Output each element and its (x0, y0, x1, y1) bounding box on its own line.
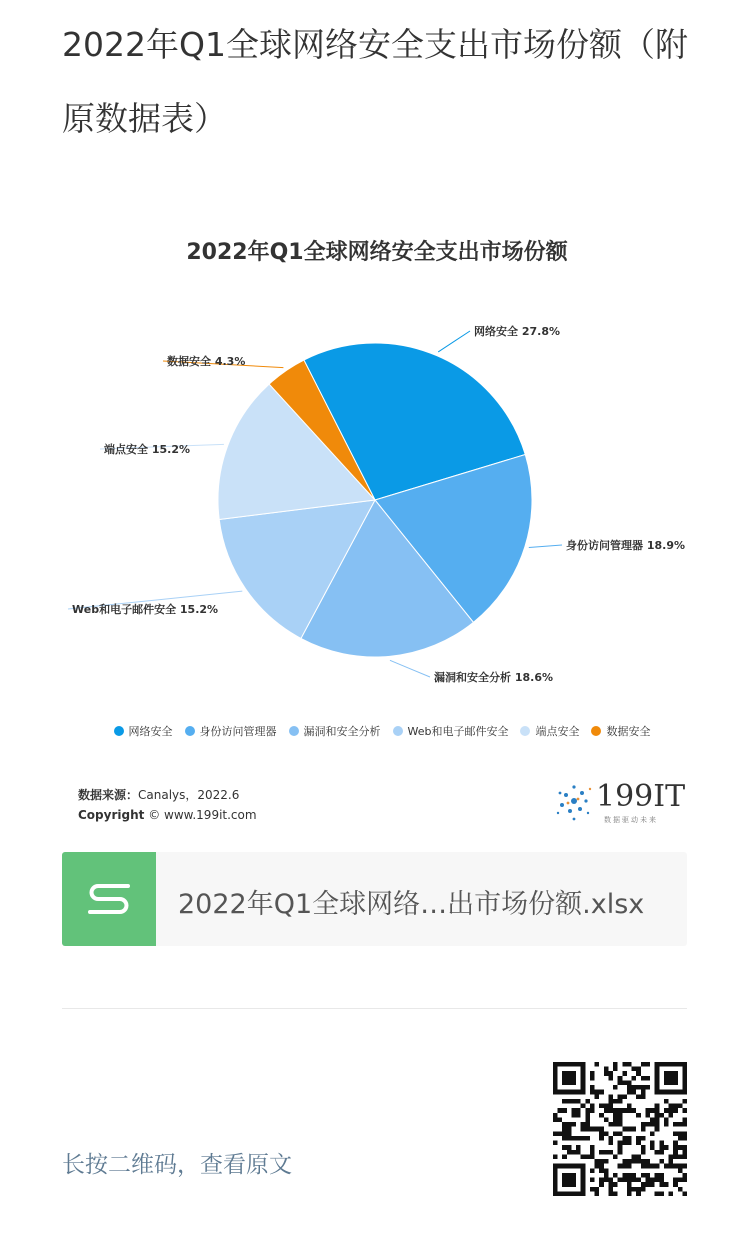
attachment-card[interactable] (62, 852, 687, 946)
pie-chart (62, 205, 692, 725)
slice-label: 身份访问管理器 18.9% (566, 539, 685, 552)
source-label: 数据来源： (78, 788, 139, 802)
divider (62, 1008, 687, 1009)
legend-item (289, 723, 381, 739)
legend-label: 身份访问管理器 (199, 725, 277, 738)
legend-item (393, 723, 509, 739)
legend-swatch (591, 726, 601, 736)
slice-label: 数据安全 4.3% (167, 355, 246, 368)
source-value: Canalys，2022.6 (138, 788, 240, 802)
legend-item (185, 723, 277, 739)
legend-label: 网络安全 (128, 725, 173, 738)
chart-title: 2022年Q1全球网络安全支出市场份额 (186, 240, 568, 265)
spreadsheet-s-icon (62, 852, 156, 946)
copyright-value: © www.199it.com (148, 808, 257, 822)
slice-label: 端点安全 15.2% (104, 443, 190, 456)
legend-item (520, 723, 579, 739)
slice-label: 网络安全 27.8% (474, 325, 560, 338)
attachment-file-name[interactable]: 2022年Q1全球网络…出市场份额.xlsx (178, 889, 645, 920)
legend-swatch (114, 726, 124, 736)
logo-text: 199IT (596, 779, 686, 814)
slice-label: 漏洞和安全分析 18.6% (434, 671, 553, 684)
brand-logo (552, 779, 686, 829)
legend-swatch (185, 726, 195, 736)
legend-label: Web和电子邮件安全 (407, 725, 509, 738)
copyright-label: Copyright (78, 808, 145, 822)
legend-label: 数据安全 (606, 725, 651, 738)
slice-leader-line (390, 660, 430, 677)
slice-leader-line (438, 331, 470, 352)
logo-dots-icon (552, 779, 596, 823)
slice-label: Web和电子邮件安全 15.2% (72, 603, 219, 616)
legend-swatch (520, 726, 530, 736)
legend-swatch (393, 726, 403, 736)
slice-leader-line (529, 545, 562, 548)
legend-label: 漏洞和安全分析 (303, 725, 381, 738)
legend-item (114, 723, 173, 739)
chart-legend (102, 723, 662, 739)
qr-code-icon[interactable] (553, 1062, 687, 1196)
qr-hint-text: 长按二维码，查看原文 (62, 1152, 292, 1178)
logo-tagline: 数据驱动未来 (604, 816, 658, 824)
legend-label: 端点安全 (535, 725, 580, 738)
legend-swatch (289, 726, 299, 736)
legend-item (591, 723, 650, 739)
article-title: 2022年Q1全球网络安全支出市场份额（附原数据表） (62, 25, 688, 138)
chart (62, 205, 692, 835)
source-block (78, 785, 257, 825)
